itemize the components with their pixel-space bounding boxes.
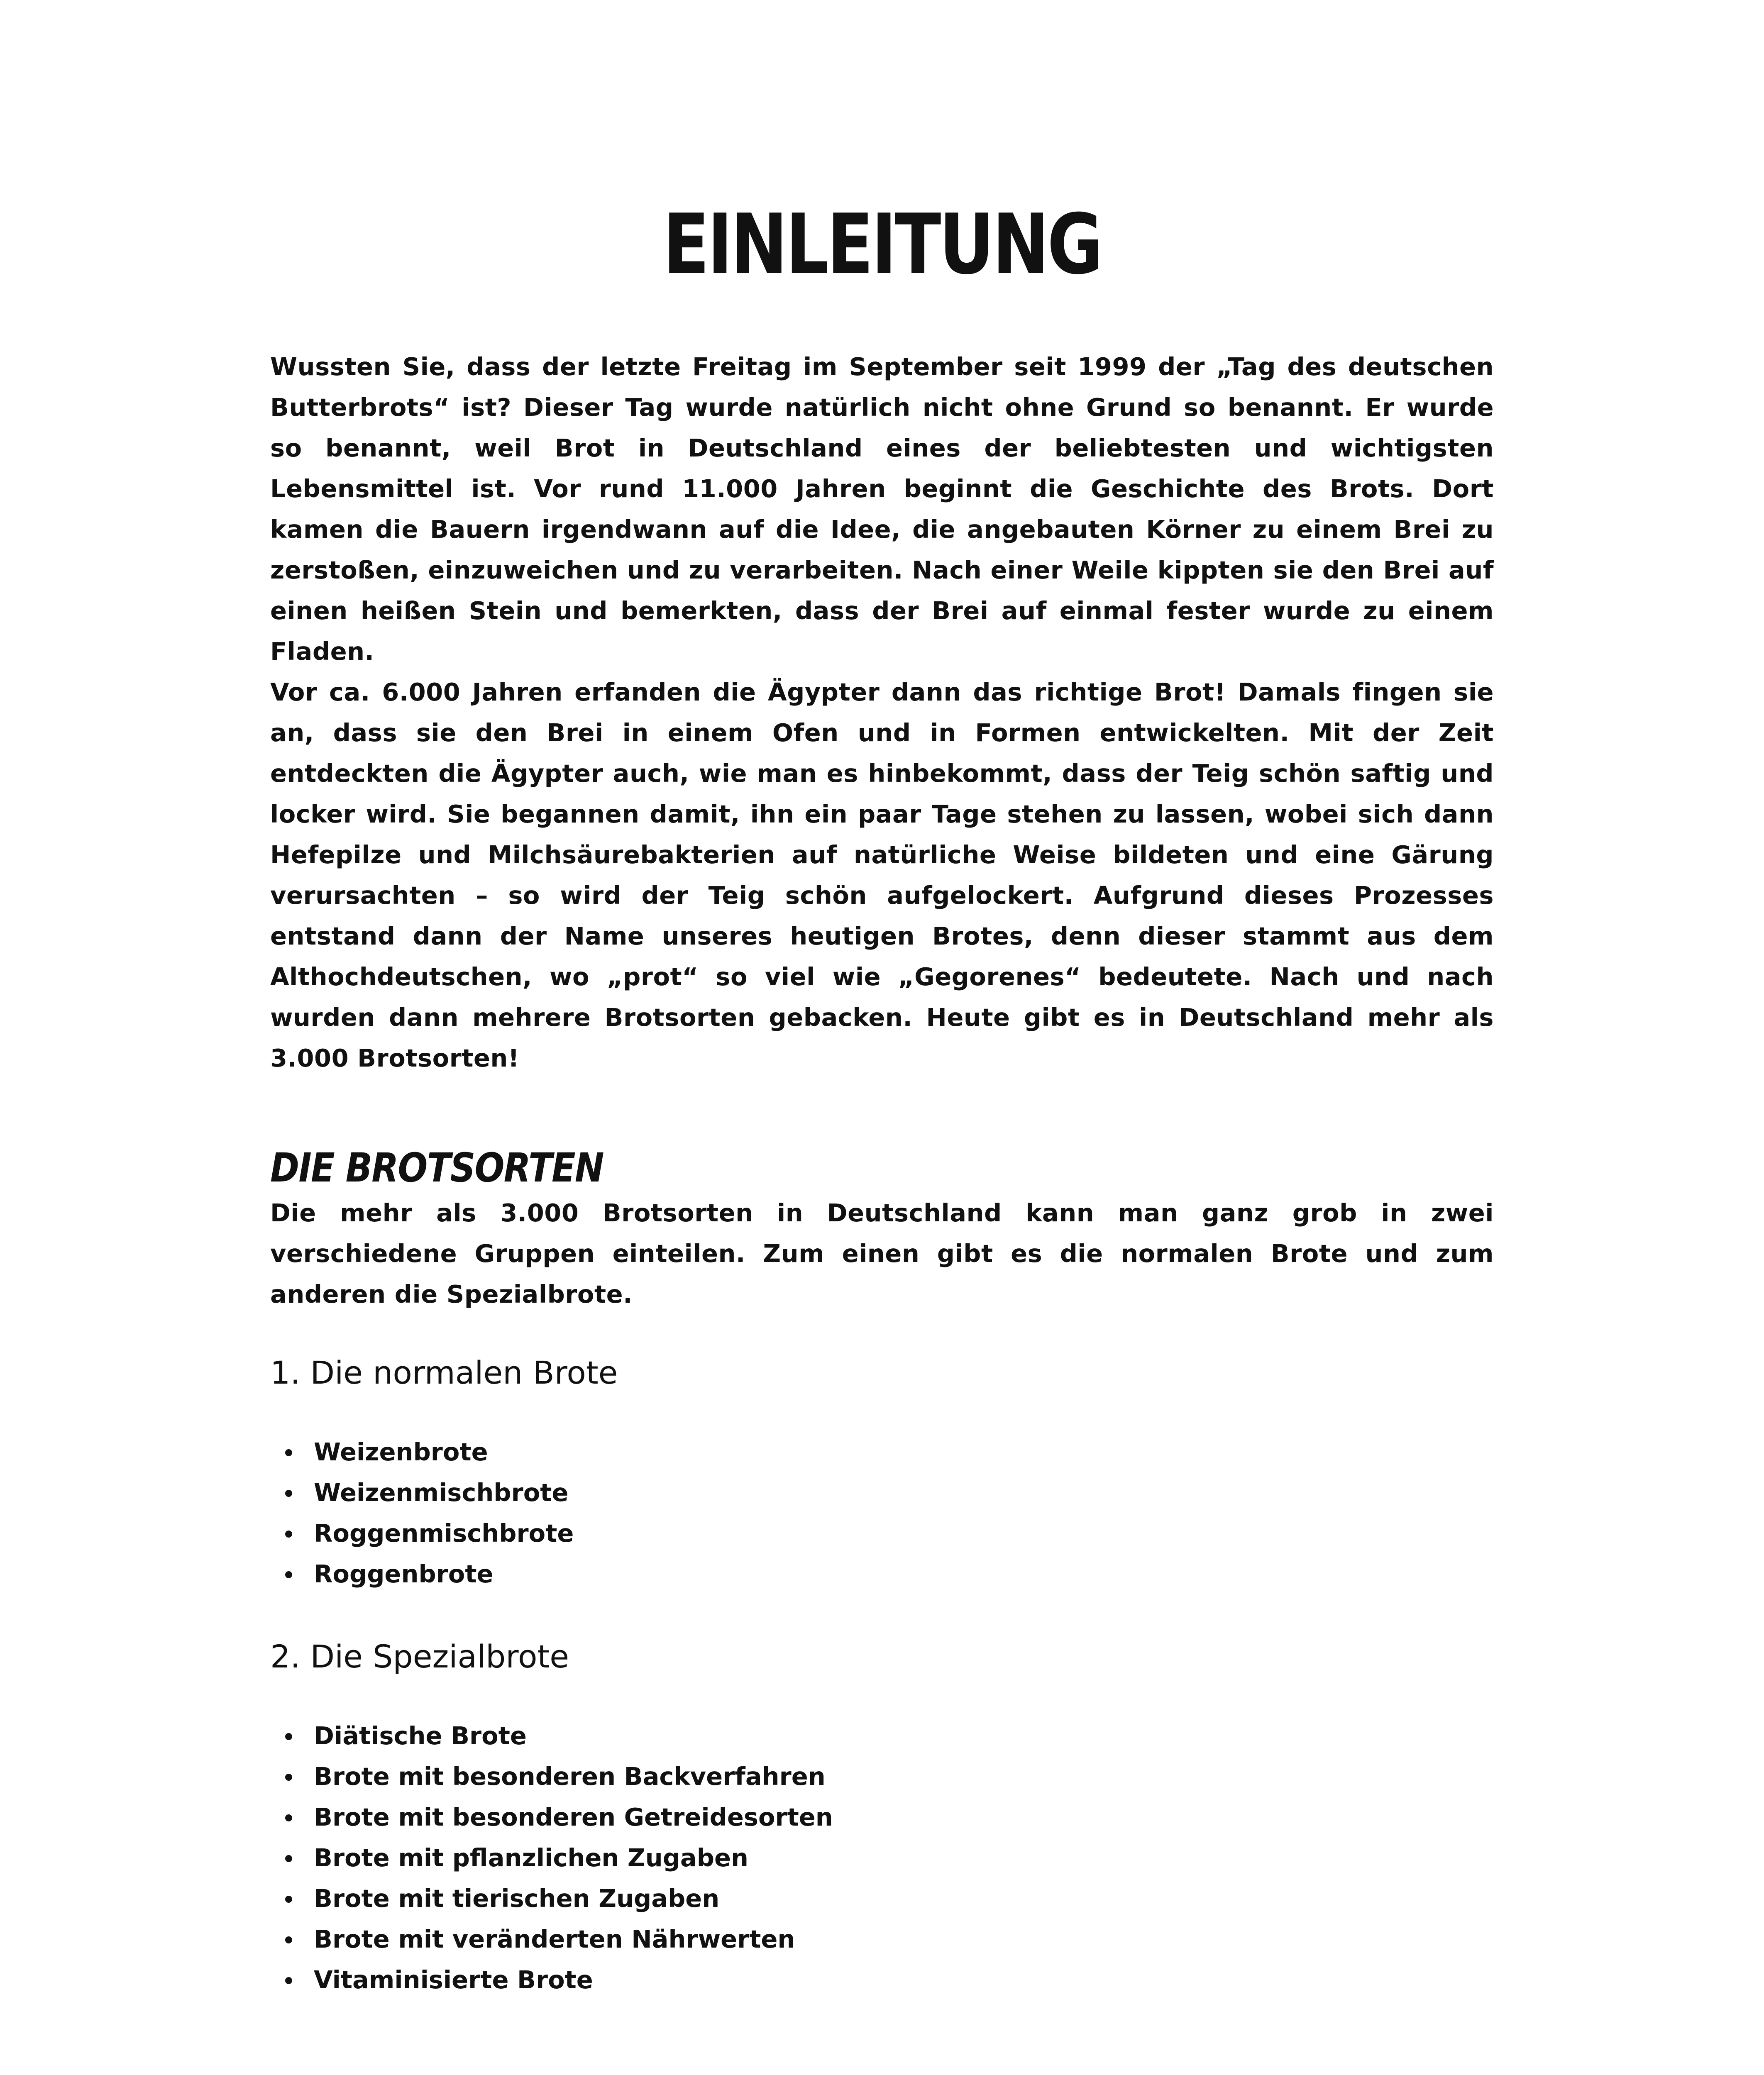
list-item-label: Brote mit pflanzlichen Zugaben [314, 1843, 748, 1872]
bullet-icon [285, 1855, 292, 1862]
bullet-icon [285, 1449, 292, 1456]
bullet-icon [285, 1733, 292, 1740]
brotsorten-paragraph: Die mehr als 3.000 Brotsorten in Deutschland kann man ganz grob in zwei verschiedene Gruppen einteilen. Zum einen gibt es die normalen Brote und zum anderen die Spezialbrote. [270, 1199, 1494, 1308]
bullet-icon [285, 1571, 292, 1578]
list-item [270, 1716, 1494, 1756]
bullet-icon [285, 1774, 292, 1781]
list-item-label: Diätische Brote [314, 1721, 527, 1750]
bullet-icon [285, 1814, 292, 1821]
list-item-label: Roggenbrote [314, 1560, 494, 1588]
list-item [270, 1960, 1494, 2000]
normal-bread-list [270, 1432, 1494, 1594]
bullet-icon [285, 1977, 292, 1984]
list-item [270, 1838, 1494, 1878]
bullet-icon [285, 1936, 292, 1943]
special-bread-list [270, 1716, 1494, 2000]
bullet-icon [285, 1490, 292, 1497]
list-item [270, 1797, 1494, 1838]
bullet-icon [285, 1896, 292, 1903]
group-title-normal: 1. Die normalen Brote [270, 1354, 618, 1391]
page-title: EINLEITUNG [663, 196, 1101, 293]
list-item [270, 1472, 1494, 1513]
intro-paragraph-2: Vor ca. 6.000 Jahren erfanden die Ägypter dann das richtige Brot! Damals fingen sie an, dass sie den Brei in einem Ofen und in Formen entwickelten. Mit der Zeit entdeckten die Ägypter auch, wie man es hinbekommt, dass der Teig schön saftig und locker wird. Sie begannen damit, ihn ein paar Tage stehen zu lassen, wobei sich dann Hefepilze und Milchsäurebakterien auf natürliche Weise bildeten und eine Gärung verursachten – so wird der Teig schön aufgelockert. Aufgrund dieses Prozesses entstand dann der Name unseres heutigen Brotes, denn dieser stammt aus dem Althochdeutschen, wo „prot“ so viel wie „Gegorenes“ bedeutete. Nach und nach wurden dann mehrere Brotsorten gebacken. Heute gibt es in Deutschland mehr als 3.000 Brotsorten! [270, 678, 1494, 1072]
group-title-special: 2. Die Spezialbrote [270, 1638, 569, 1675]
list-item-label: Weizenbrote [314, 1438, 488, 1466]
list-item-label: Brote mit besonderen Backverfahren [314, 1762, 826, 1791]
content-column [270, 347, 1494, 2000]
list-item-label: Weizenmischbrote [314, 1478, 569, 1507]
bullet-icon [285, 1531, 292, 1538]
list-item [270, 1513, 1494, 1554]
list-item-label: Roggenmischbrote [314, 1519, 574, 1548]
list-item-label: Brote mit tierischen Zugaben [314, 1884, 720, 1913]
list-item-label: Brote mit besonderen Getreidesorten [314, 1803, 833, 1831]
list-item [270, 1554, 1494, 1594]
list-item [270, 1919, 1494, 1960]
list-item [270, 1432, 1494, 1472]
list-item [270, 1878, 1494, 1919]
list-item-label: Brote mit veränderten Nährwerten [314, 1925, 795, 1953]
list-item-label: Vitaminisierte Brote [314, 1965, 593, 1994]
list-item [270, 1756, 1494, 1797]
intro-paragraph: Wussten Sie, dass der letzte Freitag im September seit 1999 der „Tag des deutschen Butterbrots“ ist? Dieser Tag wurde natürlich nicht ohne Grund so benannt. Er wurde so benannt, weil Brot in Deutschland eines der beliebtesten und wichtigsten Lebensmittel ist. Vor rund 11.000 Jahren beginnt die Geschichte des Brots. Dort kamen die Bauern irgendwann auf die Idee, die angebauten Körner zu einem Brei zu zerstoßen, einzuweichen und zu verarbeiten. Nach einer Weile kippten sie den Brei auf einen heißen Stein und bemerkten, dass der Brei auf einmal fester wurde zu einem Fladen. [270, 352, 1494, 666]
section-title-brotsorten: DIE BROTSORTEN [270, 1145, 603, 1191]
